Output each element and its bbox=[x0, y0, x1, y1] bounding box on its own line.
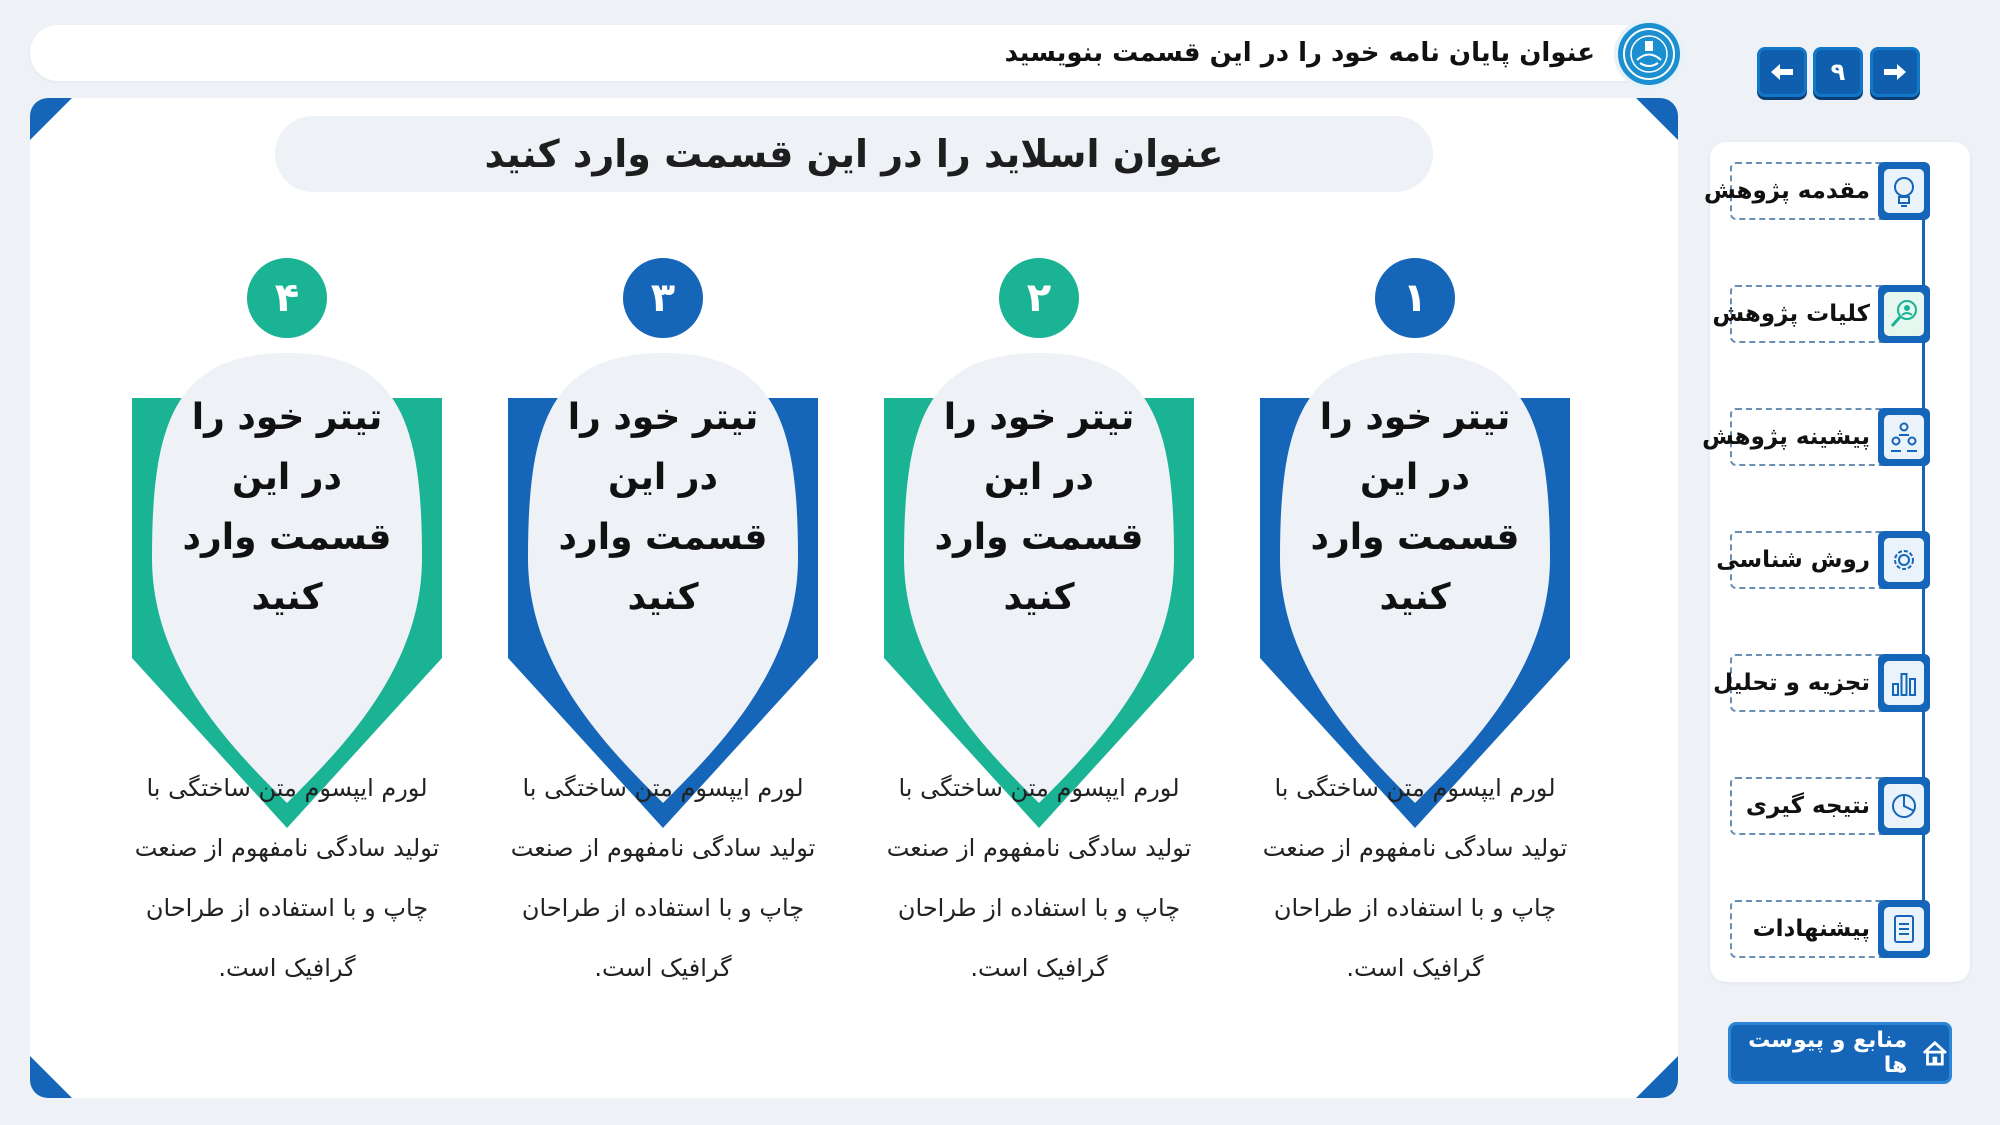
thesis-title: عنوان پایان نامه خود را در این قسمت بنویسید bbox=[1004, 38, 1595, 68]
page-number bbox=[1813, 47, 1863, 97]
step-description: لورم ایپسوم متن ساختگی با تولید سادگی نامفهوم از صنعت چاپ و با استفاده از طراحان گرافیک است. bbox=[886, 774, 1192, 982]
sidebar-item-label: پیشنهادات bbox=[1752, 916, 1870, 942]
sidebar-item-icon-box bbox=[1878, 531, 1930, 589]
sidebar-item-icon-box bbox=[1878, 408, 1930, 466]
corner-decoration bbox=[30, 98, 72, 140]
step-number: ۱ bbox=[1370, 253, 1460, 343]
step-description: لورم ایپسوم متن ساختگی با تولید سادگی نامفهوم از صنعت چاپ و با استفاده از طراحان گرافیک است. bbox=[510, 774, 816, 982]
step-title: تیتر خود را در این قسمت وارد کنید bbox=[1310, 397, 1520, 618]
corner-decoration bbox=[30, 1056, 72, 1098]
step-description: لورم ایپسوم متن ساختگی با تولید سادگی نامفهوم از صنعت چاپ و با استفاده از طراحان گرافیک است. bbox=[1262, 774, 1568, 982]
step-card bbox=[1260, 258, 1570, 828]
arrow-right-icon bbox=[1882, 62, 1908, 82]
prev-slide-button[interactable] bbox=[1757, 47, 1807, 97]
pie-chart-icon bbox=[1889, 791, 1919, 821]
sidebar-item-label: کلیات پژوهش bbox=[1712, 301, 1870, 327]
sidebar-item-literature[interactable] bbox=[1702, 408, 1930, 466]
document-icon bbox=[1890, 913, 1918, 945]
slide-panel bbox=[30, 98, 1678, 1098]
people-hierarchy-icon bbox=[1889, 421, 1919, 453]
lightbulb-icon bbox=[1890, 175, 1918, 207]
bar-chart-icon bbox=[1889, 668, 1919, 698]
magnifier-person-icon bbox=[1889, 298, 1919, 330]
gear-icon bbox=[1889, 545, 1919, 575]
sidebar-item-suggestions[interactable] bbox=[1730, 900, 1930, 958]
sidebar-item-icon-box bbox=[1878, 285, 1930, 343]
step-number: ۲ bbox=[994, 253, 1084, 343]
sidebar-item-icon-box bbox=[1878, 654, 1930, 712]
corner-decoration bbox=[1636, 1056, 1678, 1098]
step-card bbox=[508, 258, 818, 828]
sidebar-item-label: پیشینه پژوهش bbox=[1702, 424, 1870, 450]
sidebar-item-analysis[interactable] bbox=[1713, 654, 1930, 712]
thesis-title-bar bbox=[30, 25, 1680, 81]
slide-title: عنوان اسلاید را در این قسمت وارد کنید bbox=[275, 116, 1433, 192]
sidebar-item-icon-box bbox=[1878, 777, 1930, 835]
sidebar-item-label: نتیجه گیری bbox=[1745, 793, 1870, 819]
sidebar-item-methodology[interactable] bbox=[1716, 531, 1930, 589]
step-title: تیتر خود را در این قسمت وارد کنید bbox=[182, 397, 392, 618]
page-number-text: ۹ bbox=[1830, 58, 1846, 86]
references-button[interactable] bbox=[1728, 1022, 1952, 1084]
sidebar-item-label: مقدمه پژوهش bbox=[1704, 178, 1870, 204]
university-logo bbox=[1614, 19, 1684, 89]
step-title: تیتر خود را در این قسمت وارد کنید bbox=[558, 397, 768, 618]
sidebar-item-icon-box bbox=[1878, 162, 1930, 220]
step-card bbox=[884, 258, 1194, 828]
step-number: ۴ bbox=[242, 253, 332, 343]
arrow-left-icon bbox=[1769, 62, 1795, 82]
step-number: ۳ bbox=[618, 253, 708, 343]
sidebar-item-icon-box bbox=[1878, 900, 1930, 958]
home-icon bbox=[1921, 1038, 1949, 1068]
sidebar-item-introduction[interactable] bbox=[1704, 162, 1930, 220]
sidebar-item-conclusion[interactable] bbox=[1730, 777, 1930, 835]
corner-decoration bbox=[1636, 98, 1678, 140]
next-slide-button[interactable] bbox=[1870, 47, 1920, 97]
step-title: تیتر خود را در این قسمت وارد کنید bbox=[934, 397, 1144, 618]
step-card bbox=[132, 258, 442, 828]
sidebar-item-overview[interactable] bbox=[1712, 285, 1930, 343]
references-label: منابع و پیوست ها bbox=[1748, 1028, 1908, 1078]
sidebar-item-label: تجزیه و تحلیل bbox=[1713, 670, 1870, 696]
sidebar-item-label: روش شناسی bbox=[1716, 547, 1870, 573]
step-description: لورم ایپسوم متن ساختگی با تولید سادگی نامفهوم از صنعت چاپ و با استفاده از طراحان گرافیک است. bbox=[134, 774, 440, 982]
